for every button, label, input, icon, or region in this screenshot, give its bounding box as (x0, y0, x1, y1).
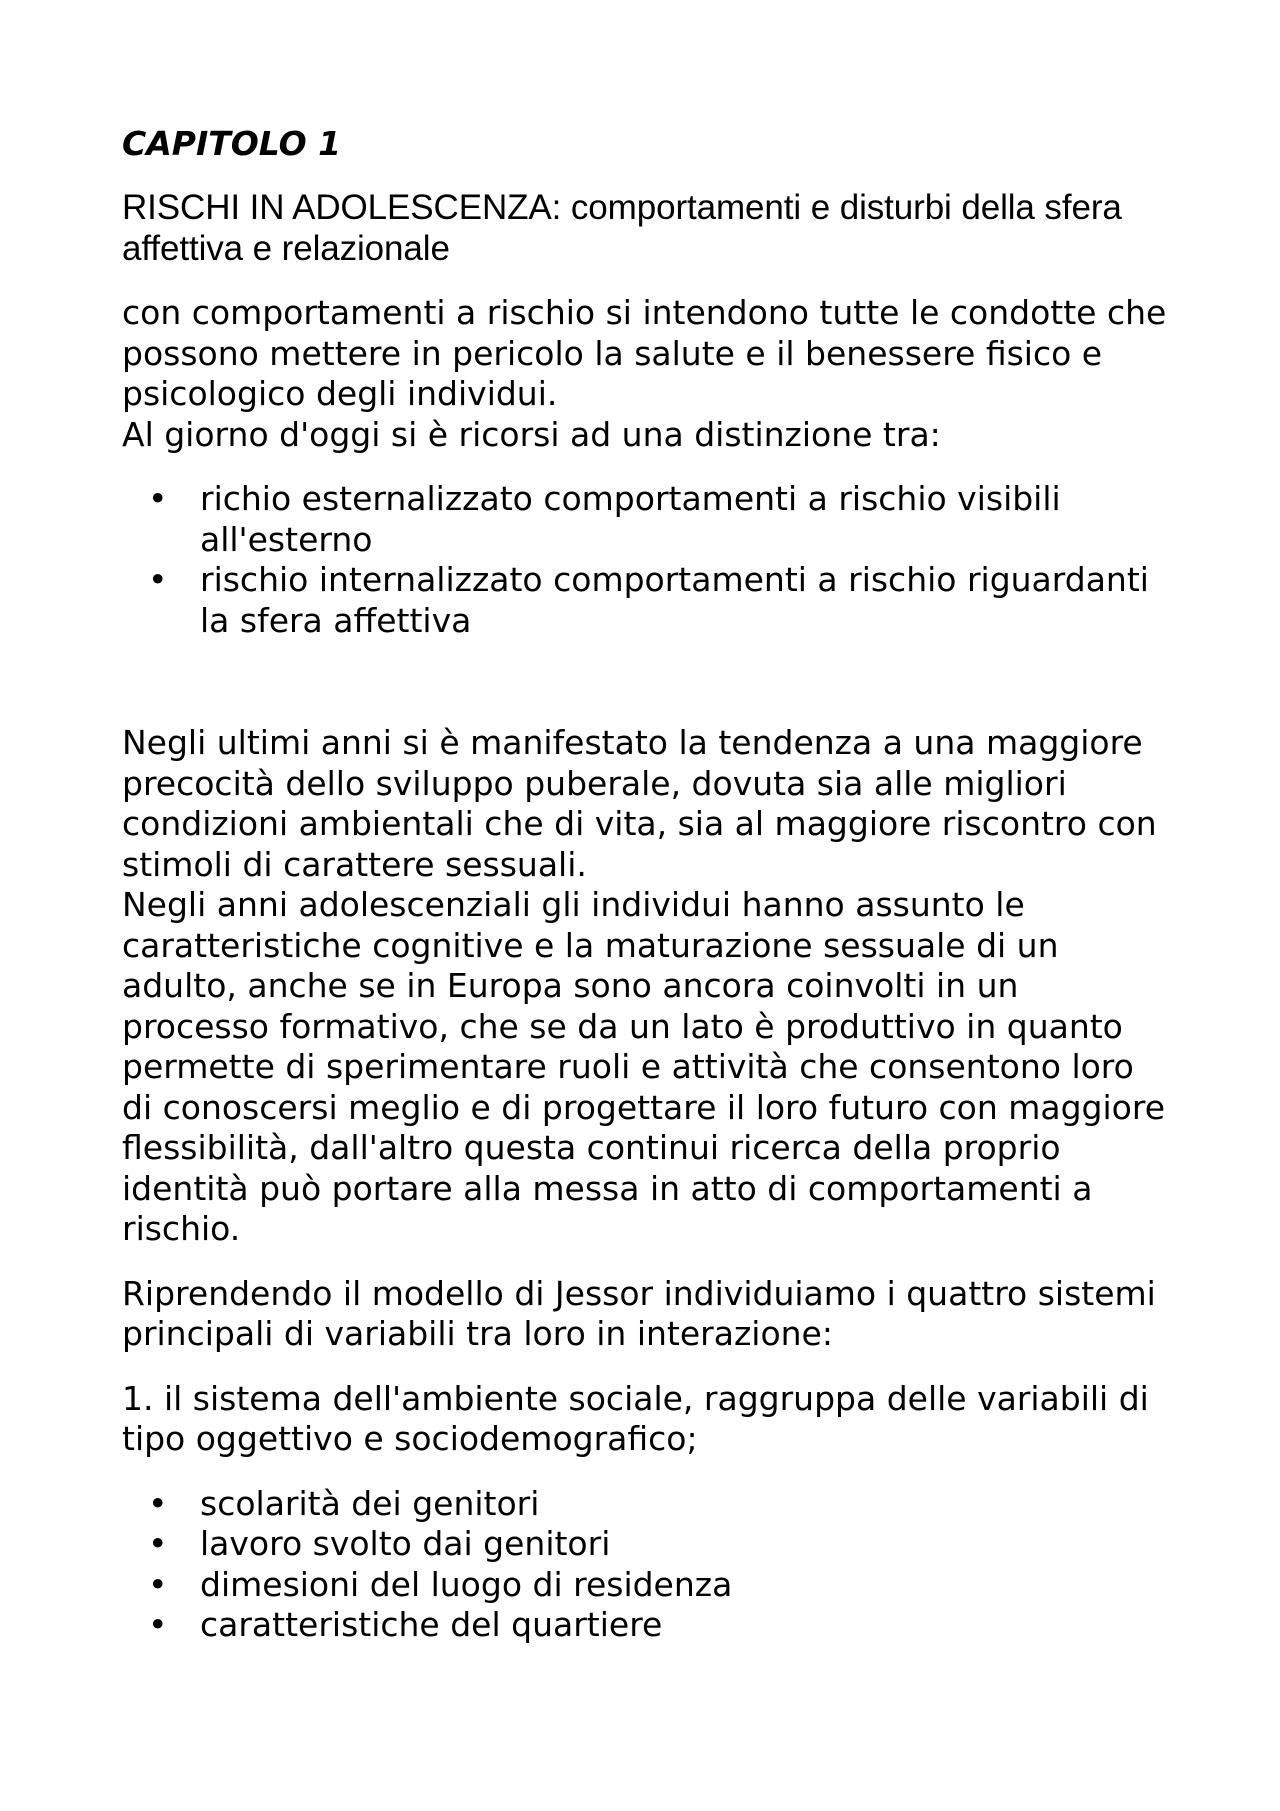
distinction-paragraph: Al giorno d'oggi si è ricorsi ad una distinzione tra: (122, 414, 941, 454)
bullet-icon: • (148, 479, 168, 518)
adolescence-paragraph: Negli anni adolescenziali gli individui hanno assunto le caratteristiche cognitive e la maturazione sessuale di un adulto, anche se in Europa sono ancora coinvolti in un processo formativo, che se da un lato è produttivo in quanto permette di sperimentare ruoli e attività che consentono loro di conoscersi meglio e di progettare il loro futuro con maggiore flessibilità, dall'altro questa continui ricerca della proprio identità può portare alla messa in atto di comportamenti a rischio. (122, 885, 1165, 1248)
social-system-paragraph: 1. il sistema dell'ambiente sociale, raggruppa delle variabili di tipo oggettivo e sociodemografico; (122, 1378, 1149, 1458)
list-item (122, 560, 1172, 641)
list-item (122, 1484, 1172, 1525)
bullet-icon: • (148, 1483, 168, 1523)
list-item-text: caratteristiche del quartiere (200, 1605, 663, 1644)
intro-paragraph: con comportamenti a rischio si intendono tutte le condotte che possono mettere in pericolo la salute e il benessere fisico e psicologico degli individui. (122, 293, 1167, 413)
list-item-text: dimesioni del luogo di residenza (200, 1564, 733, 1604)
puberty-paragraph: Negli ultimi anni si è manifestato la tendenza a una maggiore precocità dello sviluppo puberale, dovuta sia alle migliori condizioni ambientali che di vita, sia al maggiore riscontro con stimoli di carattere sessuali. (122, 723, 1157, 884)
chapter-title: CAPITOLO 1 (122, 124, 342, 163)
risk-types-list (122, 479, 1172, 641)
bullet-icon: • (148, 1524, 168, 1563)
jessor-model-paragraph: Riprendendo il modello di Jessor individuiamo i quattro sistemi principali di variabili tra loro in interazione: (122, 1273, 1156, 1353)
list-item-text: lavoro svolto dai genitori (200, 1524, 611, 1563)
list-item (122, 1524, 1172, 1565)
list-item (122, 1565, 1172, 1606)
social-variables-list (122, 1484, 1172, 1646)
document-page (122, 124, 1172, 1670)
list-item-text: richio esternalizzato comportamenti a rischio visibili all'esterno (200, 479, 1061, 559)
bullet-icon: • (148, 1564, 168, 1604)
blank-line (122, 665, 1172, 723)
bullet-icon: • (148, 560, 168, 599)
puberty-section (122, 723, 1172, 1250)
list-item-text: rischio internalizzato comportamenti a rischio riguardanti la sfera affettiva (200, 560, 1149, 640)
list-item-text: scolarità dei genitori (200, 1483, 540, 1523)
bullet-icon: • (148, 1605, 168, 1644)
intro-section (122, 293, 1172, 455)
list-item (122, 1605, 1172, 1646)
chapter-subtitle: RISCHI IN ADOLESCENZA: comportamenti e disturbi della sfera affettiva e relazionale (122, 188, 1122, 268)
list-item (122, 479, 1172, 560)
